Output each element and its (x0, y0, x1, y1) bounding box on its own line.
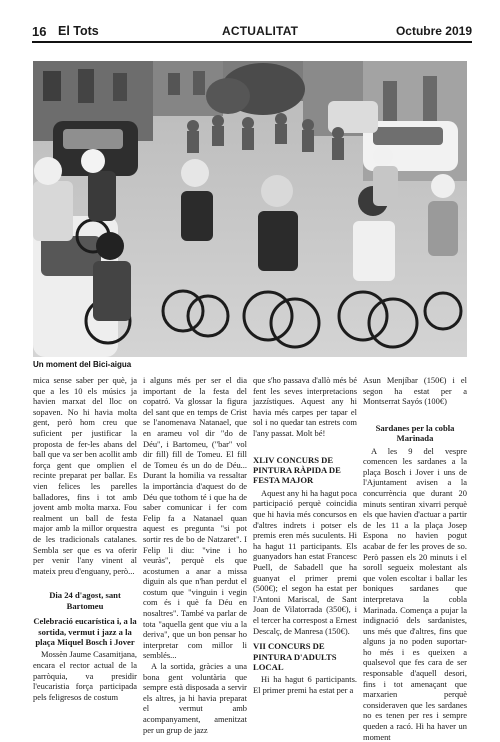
paragraph: Asun Menjíbar (150€) i el segon ha estat per a Montserrat Sayós (100€) (363, 375, 467, 407)
photo-caption: Un moment del Bici-aigua (33, 360, 132, 369)
paragraph: A la sortida, gràcies a una bona gent voluntària que sempre està disposada a servir els altres, ja hi havia preparat el vermut amb acompanyament, amenitzat per un grup de jazz (143, 661, 247, 735)
section-heading: XLIV CONCURS DE PINTURA RÀPIDA DE FESTA MAJOR (253, 454, 341, 486)
page-number: 16 (32, 24, 47, 39)
subheading: Dia 24 d'agost, sant Bartomeu (49, 590, 121, 611)
article-column-1 (33, 375, 137, 702)
paragraph: A les 9 del vespre comencen les sardanes a la plaça Bosch i Jover i uns de l'Ajuntament avisen a la concurrència que durant 20 minuts sentiran xivarri perquè els que havien d'actuar a partir de les 11 a la plaça Josep Espona no havien pogut acabar de fer les proves de so. Però passen els 20 minuts i el soroll segueix molestant als que volen escoltar i ballar les boniques sardanes que interpretava la cobla Marinada. Comença a pujar la indignació dels sardanistes, uns més que d'altres, fins que alguns ja no poden suportar-ho més i es queixen a qualsevol que fes cara de ser responsable d'aquell desori, fins i tot amenaçant que marxarien perquè consideraven que les sardanes no es tenen per res i sempre queden a racó. Hi ha haver un moment (363, 445, 467, 742)
header-rule (32, 41, 472, 43)
article-column-3 (253, 375, 357, 695)
page-header (32, 22, 472, 40)
publication-name: El Tots (58, 24, 99, 38)
cyclists-photo (33, 61, 467, 357)
paragraph: Mossèn Jaume Casamitjana, encara el rector actual de la parròquia, va presidir l'eucaristia força participada pels feligresos de costum (33, 649, 137, 702)
paragraph: que s'ho passava d'allò més bé fent les seves interpretacions jazzístiques. Aquest any hi havia més carpes per tapar el sol i no quedar tan estrets com l'any passat. Molt bé! (253, 375, 357, 438)
paragraph: mica sense saber per què, ja que a les 10 els músics ja havien marxat del lloc on sopaven. No hi havia molta gent, però hom creu que suficient per justificar la proposta de fer-les abans del ball que va ser ben acollit amb força gent que omplien el recinte preparat per ballar. Es vien felices les parelles balladores, fins i tot amb jovent amb molta marxa. Fou realment un ball de festa major amb la millor orquestra de les tradicionals catalanes. Sembla ser que es va oferir per venir l'any vinent al mateix preu d'enguany, però... (33, 375, 137, 576)
paragraph: Aquest any hi ha hagut poca participació perquè coincidia que hi havia més concursos en d'altres indrets i potser els premis eren més suculents. Hi ha hagut 11 participants. Els guanyadors han estat Francesc Puell, de Sabadell que ha guanyat el primer premi (500€); el segon ha estat per l'Antoni Mariscal, de Sant Joan de Vilatorrada (350€), i el tercer ha correspost a Ernest Descalç, de Manresa (150€). (253, 487, 357, 636)
article-column-4 (363, 375, 467, 742)
subheading: Celebració eucarística i, a la sortida, vermut i jazz a la plaça Miquel Bosch i Jover (33, 616, 137, 647)
article-column-2 (143, 375, 247, 735)
paragraph: Hi ha hagut 6 participants. El primer premi ha estat per a (253, 674, 357, 695)
section-heading: Sardanes per la cobla Marinada (375, 422, 455, 444)
paragraph: i alguns més per ser el dia important de la festa del copatró. Va glossar la figura del sant que en temps de Crist se l'anomenava Natanael, que en arameu vol dir "do de Déu", i Bartomeu, ("bar" vol dir fill) fill de Tomeu. El fill de Tomeu és un do de Déu... Durant la homilia va ressaltar la importància d'aquest do de Déu que tothom té i que ha de saber comunicar i fer com Felip fa a Natanael quan aquest es pregunta "si pot sortir res de bo de Natzaret". I Felip li diu: "vine i ho veuràs", perquè els que acostumen a anar a missa diguin als que n'han perdut el costum que "vinguin i vegin com és i què fa Déu en nosaltres". També va parlar de tota "aquella gent que viu a la deriva", que un bon pensar ho interpretar com millor li semblés... (143, 375, 247, 661)
section-title: ACTUALITAT (222, 24, 299, 38)
issue-date: Octubre 2019 (395, 24, 472, 38)
section-heading: VII CONCURS DE PINTURA D'ADULTS LOCAL (253, 641, 337, 672)
